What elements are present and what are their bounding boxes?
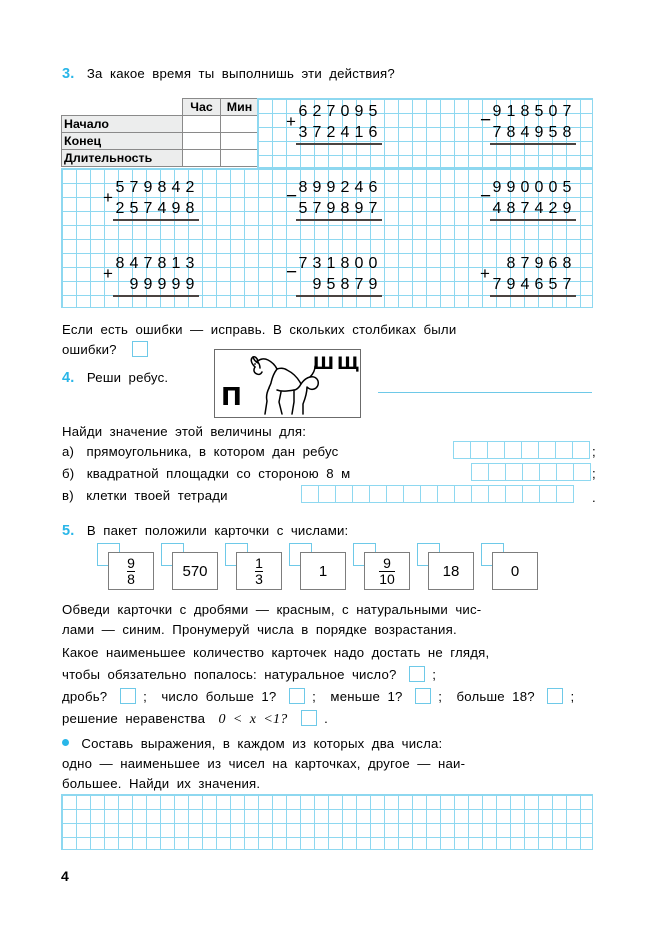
calc-problem-2[interactable]: [480, 101, 576, 145]
page-number: 4: [61, 868, 69, 884]
calc-problem-6[interactable]: [103, 253, 199, 297]
calc-operand-bottom: 4 8 7 4 2 9: [492, 200, 572, 217]
card-value: 1: [318, 562, 328, 580]
answer-cell[interactable]: [505, 485, 523, 503]
ex4-item-c-label: в): [62, 488, 74, 503]
calc-problem-1[interactable]: [286, 101, 382, 145]
ex5-bullet-text-1: Составь выражения, в каждом из которых два числа:: [81, 736, 443, 751]
rebus-answer-line[interactable]: [378, 392, 592, 393]
ex5-q2b-text: число больше 1?: [161, 689, 277, 704]
ex5-q1-text: чтобы обязательно попалось: натуральное число?: [62, 667, 397, 682]
table-row: [62, 150, 259, 167]
answer-box-greater-than-18[interactable]: [547, 688, 563, 704]
card-value: 0: [510, 562, 520, 580]
calc-operand-bottom: 9 5 8 7 9: [312, 276, 378, 293]
ex5-question-natural: [62, 666, 436, 682]
input-duration-hour[interactable]: [183, 150, 221, 167]
ex4-item-c: [62, 488, 228, 503]
card-value-fraction: [127, 556, 135, 586]
calc-operand-bottom: 3 7 2 4 1 6: [298, 124, 378, 141]
calc-rule: [296, 219, 382, 221]
ex5-q2a-end: ;: [143, 689, 147, 704]
table-row: [62, 116, 259, 133]
input-start-hour[interactable]: [183, 116, 221, 133]
fraction-numerator: 9: [383, 555, 391, 572]
ex4-item-c-end: .: [592, 490, 596, 505]
minus-icon: −: [480, 186, 492, 207]
calc-rule: [490, 295, 576, 297]
rebus-letter-sh: Ш: [313, 354, 335, 374]
answer-cell[interactable]: [335, 485, 353, 503]
answer-cell[interactable]: [403, 485, 421, 503]
row-label-start: Начало: [62, 116, 183, 133]
ex4-item-c-text: клетки твоей тетради: [86, 488, 228, 503]
calc-digits: 7 3 1 8 0 0: [298, 255, 378, 272]
ex5-q2a-text: дробь?: [62, 689, 108, 704]
calc-operand-bottom: 5 7 9 8 9 7: [298, 200, 378, 217]
ex3-followup-line-2: [62, 341, 148, 357]
answer-strip-a[interactable]: [453, 441, 590, 459]
answer-cell[interactable]: [556, 485, 574, 503]
fraction-denominator: 3: [255, 570, 263, 587]
number-card-1[interactable]: [108, 552, 154, 590]
grid-paper-bottom[interactable]: [61, 794, 593, 850]
col-header-hour: Час: [183, 99, 221, 116]
ex5-q3-text: решение неравенства: [62, 711, 206, 726]
ex5-bullet-line-2: одно — наименьшее из чисел на карточках, другое — наи-: [62, 756, 466, 771]
row-label-end: Конец: [62, 133, 183, 150]
answer-cell[interactable]: [369, 485, 387, 503]
col-header-min: Мин: [221, 99, 259, 116]
ex5-instruction-line-2: лами — синим. Пронумеруй числа в порядке возрастания.: [62, 622, 457, 637]
calc-rule: [296, 143, 382, 145]
calc-problem-8[interactable]: [480, 253, 576, 297]
ex4-find-value-label: Найди значение этой величины для:: [62, 424, 307, 439]
ex5-q2d-end: ;: [570, 689, 575, 704]
ex4-item-a-label: а): [62, 444, 75, 459]
answer-cell[interactable]: [539, 485, 557, 503]
answer-cell[interactable]: [556, 463, 574, 481]
plus-icon: +: [286, 112, 296, 131]
answer-cell[interactable]: [420, 485, 438, 503]
exercise-5-marker: 5.: [62, 523, 75, 539]
ex5-bullet-line-1: [62, 736, 442, 751]
answer-cell[interactable]: [488, 485, 506, 503]
calc-digits: 5 7 9 8 4 2: [115, 179, 195, 196]
answer-cell[interactable]: [453, 441, 471, 459]
calc-problem-3[interactable]: [103, 177, 199, 221]
answer-cell[interactable]: [471, 463, 489, 481]
calc-rule: [490, 219, 576, 221]
number-card-2[interactable]: [172, 552, 218, 590]
calc-digits: 8 7 9 6 8: [506, 255, 572, 272]
answer-cell[interactable]: [454, 485, 472, 503]
answer-strip-b[interactable]: [471, 463, 591, 481]
ex5-q2c-end: ;: [438, 689, 443, 704]
exercise-3-marker: 3.: [62, 66, 75, 82]
ex4-item-b-end: ;: [592, 466, 596, 481]
answer-cell[interactable]: [522, 485, 540, 503]
answer-cell[interactable]: [521, 441, 539, 459]
table-row: [62, 133, 259, 150]
exercise-3-heading: [62, 66, 395, 82]
horse-icon: [241, 354, 327, 418]
number-card-6[interactable]: [428, 552, 474, 590]
time-table: [61, 98, 259, 167]
ex4-item-b-label: б): [62, 466, 75, 481]
calc-operand-top: [103, 177, 199, 207]
number-card-7[interactable]: [492, 552, 538, 590]
answer-cell[interactable]: [522, 463, 540, 481]
calc-operand-top: [480, 101, 576, 131]
fraction-numerator: 9: [127, 555, 135, 572]
calc-problem-5[interactable]: [480, 177, 576, 221]
ex5-instruction-line-1: Обведи карточки с дробями — красным, с натуральными чис-: [62, 602, 482, 617]
ex5-q2b-end: ;: [312, 689, 317, 704]
calc-operand-top: [103, 253, 199, 283]
answer-cell[interactable]: [505, 463, 523, 481]
rebus-letter-left: П: [221, 382, 242, 411]
exercise-4-marker: 4.: [62, 370, 75, 386]
table-corner-cell: [62, 99, 183, 116]
answer-cell[interactable]: [572, 441, 590, 459]
ex4-item-a-end: ;: [592, 444, 596, 459]
answer-cell[interactable]: [386, 485, 404, 503]
card-value-fraction: [379, 556, 395, 586]
ex4-item-b-text: квадратной площадки со стороною 8 м: [86, 466, 351, 481]
answer-cell[interactable]: [539, 463, 557, 481]
exercise-4-heading: [62, 370, 168, 386]
table-header-row: [62, 99, 259, 116]
exercise-5-heading: [62, 523, 348, 539]
rebus-box: [214, 349, 361, 418]
input-end-hour[interactable]: [183, 133, 221, 150]
exercise-3-prompt: За какое время ты выполнишь эти действия?: [86, 66, 395, 81]
inequality-expression: 0 < x <1?: [218, 712, 288, 727]
calc-digits: 8 9 9 2 4 6: [298, 179, 378, 196]
calc-operand-bottom: 9 9 9 9 9: [129, 276, 195, 293]
input-end-min[interactable]: [221, 133, 259, 150]
calc-digits: 8 4 7 8 1 3: [115, 255, 195, 272]
calc-digits: 6 2 7 0 9 5: [298, 103, 378, 120]
answer-cell[interactable]: [318, 485, 336, 503]
ex3-followup-line-1: Если есть ошибки — исправь. В скольких столбиках были: [62, 322, 457, 337]
answer-cell[interactable]: [488, 463, 506, 481]
card-value-fraction: [255, 556, 263, 586]
rebus-letter-shch: Щ: [337, 354, 360, 374]
ex5-q2c-text: меньше 1?: [330, 689, 403, 704]
ex4-item-a: [62, 444, 338, 459]
exercise-5-prompt: В пакет положили карточки с числами:: [86, 523, 349, 538]
calc-problem-7[interactable]: [286, 253, 382, 297]
ex5-q1-end: ;: [432, 667, 437, 682]
calc-operand-top: [286, 101, 382, 131]
card-value: 570: [182, 562, 208, 580]
calc-operand-top: [286, 177, 382, 207]
answer-cell[interactable]: [301, 485, 319, 503]
fraction-numerator: 1: [255, 555, 263, 572]
calc-rule: [113, 295, 199, 297]
ex5-question-inequality: [62, 710, 328, 728]
answer-cell[interactable]: [437, 485, 455, 503]
card-value: 18: [442, 562, 460, 580]
calc-operand-top: [286, 253, 382, 283]
plus-icon: +: [103, 264, 113, 283]
plus-icon: +: [480, 264, 490, 283]
exercise-4-prompt: Реши ребус.: [86, 370, 169, 385]
ex4-item-a-text: прямоугольника, в котором дан ребус: [86, 444, 339, 459]
answer-cell[interactable]: [487, 441, 505, 459]
minus-icon: −: [286, 186, 298, 207]
input-duration-min[interactable]: [221, 150, 259, 167]
answer-box-fraction[interactable]: [120, 688, 136, 704]
answer-box-error-count[interactable]: [132, 341, 148, 357]
row-label-duration: Длительность: [62, 150, 183, 167]
answer-box-inequality[interactable]: [301, 710, 317, 726]
answer-cell[interactable]: [538, 441, 556, 459]
number-card-4[interactable]: [300, 552, 346, 590]
calc-digits: 9 1 8 5 0 7: [492, 103, 572, 120]
calc-rule: [296, 295, 382, 297]
input-start-min[interactable]: [221, 116, 259, 133]
bullet-icon: [62, 739, 69, 746]
calc-operand-bottom: 2 5 7 4 9 8: [115, 200, 195, 217]
answer-cell[interactable]: [573, 463, 591, 481]
calc-operand-bottom: 7 8 4 9 5 8: [492, 124, 572, 141]
calc-operand-top: [480, 177, 576, 207]
calc-digits: 9 9 0 0 0 5: [492, 179, 572, 196]
number-card-5[interactable]: [364, 552, 410, 590]
answer-cell[interactable]: [471, 485, 489, 503]
minus-icon: −: [286, 262, 298, 283]
ex5-q3-end: .: [324, 711, 329, 726]
ex3-followup-text: ошибки?: [62, 342, 117, 357]
answer-box-greater-than-1[interactable]: [289, 688, 305, 704]
calc-rule: [490, 143, 576, 145]
number-card-3[interactable]: [236, 552, 282, 590]
answer-cell[interactable]: [352, 485, 370, 503]
ex5-question-row: [62, 688, 574, 704]
answer-box-less-than-1[interactable]: [415, 688, 431, 704]
ex5-bullet-line-3: большее. Найди их значения.: [62, 776, 261, 791]
calc-problem-4[interactable]: [286, 177, 382, 221]
fraction-denominator: 8: [127, 570, 135, 587]
calc-operand-bottom: 7 9 4 6 5 7: [492, 276, 572, 293]
ex5-q2d-text: больше 18?: [456, 689, 535, 704]
fraction-denominator: 10: [379, 570, 395, 587]
minus-icon: −: [480, 110, 492, 131]
answer-cell[interactable]: [470, 441, 488, 459]
calc-rule: [113, 219, 199, 221]
answer-strip-c[interactable]: [301, 485, 574, 503]
answer-cell[interactable]: [504, 441, 522, 459]
ex4-item-b: [62, 466, 350, 481]
answer-cell[interactable]: [555, 441, 573, 459]
answer-box-natural-number[interactable]: [409, 666, 425, 682]
calc-operand-top: [480, 253, 576, 283]
ex5-instruction-line-3: Какое наименьшее количество карточек надо достать не глядя,: [62, 645, 490, 660]
plus-icon: +: [103, 188, 113, 207]
